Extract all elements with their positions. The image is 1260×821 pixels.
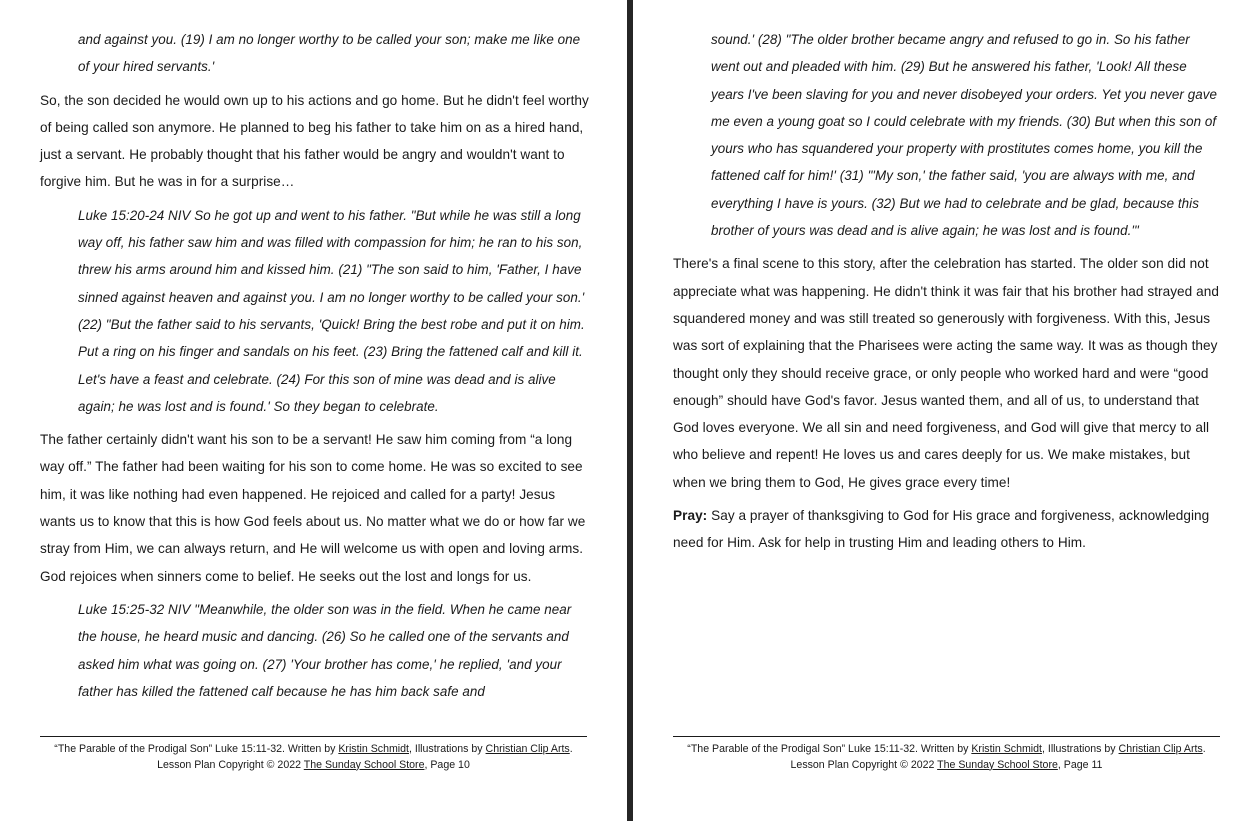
footer-line-2 [673,758,1220,774]
footer-text: “The Parable of the Prodigal Son” Luke 15:11-32. Written by [687,743,972,755]
footer-text: , Illustrations by [409,743,486,755]
footer-text: “The Parable of the Prodigal Son” Luke 15:11-32. Written by [54,743,339,755]
scripture-quote: and against you. (19) I am no longer worthy to be called your son; make me like one of your hired servants.' [78,32,581,75]
illustrator-link[interactable]: Christian Clip Arts [485,743,570,755]
footer-page-number: , Page 10 [424,758,470,771]
prayer-paragraph [673,502,1220,557]
author-link[interactable]: Kristin Schmidt [338,743,409,755]
body-paragraph: The father certainly didn't want his son to be a servant! He saw him coming from “a long way off.” The father had been waiting for his son to come home. He was so excited to see him, it was like nothing had even happened. He rejoiced and called for a party! Jesus wants us to know that this is how God feels about us. No matter what we do or how far we stray from Him, we can always return, and He will welcome us with open and loving arms. God rejoices when sinners come to belief. He seeks out the lost and longs for us. [40,432,586,584]
document-page-left [0,0,627,821]
store-link[interactable]: The Sunday School Store [937,758,1058,771]
prayer-label: Pray: [673,508,708,524]
footer-text: . [569,743,573,755]
store-link[interactable]: The Sunday School Store [303,758,425,771]
scripture-quote: Luke 15:25-32 NIV "Meanwhile, the older son was in the field. When he came near the house, he heard music and dancing. (26) So he called one of the servants and asked him what was going on. (27) 'Your brother has come,' he replied, 'and your father has killed the fattened calf because he has him back safe and [78,601,572,699]
page-right-content [633,0,1260,821]
footer-text: . [1202,743,1206,755]
body-paragraph: There's a final scene to this story, after the celebration has started. The older son did not appreciate what was happening. He didn't think it was fair that his brother had strayed and squandered money and was still treated so generously with forgiveness. With this, Jesus was sort of explaining that the Pharisees were acting the same way. It was as though they thought only they should receive grace, or only people who worked hard and were “good enough” should have God's favor. Jesus wanted them, and all of us, to understand that God loves everyone. We all sin and need forgiveness, and God will give that mercy to all who believe and repent! He loves us and cares deeply for us. We make mistakes, but when we bring them to God, He gives grace every time! [673,256,1219,490]
author-link[interactable]: Kristin Schmidt [971,743,1042,755]
illustrator-link[interactable]: Christian Clip Arts [1118,743,1203,755]
footer-page-number: , Page 11 [1057,758,1103,771]
footer-line-1 [40,742,587,758]
footer-text: , Illustrations by [1042,743,1119,755]
scripture-quote: Luke 15:20-24 NIV So he got up and went to his father. "But while he was still a long way off, his father saw him and was filled with compassion for him; he ran to his son, threw his arms around him and kissed him. (21) "The son said to him, 'Father, I have sinned against heaven and against you. I am no longer worthy to be called your son.' (22) "But the father said to his servants, 'Quick! Bring the best robe and put it on him. Put a ring on his finger and sandals on his feet. (23) Bring the fattened calf and kill it. Let's have a feast and celebrate. (24) For this son of mine was dead and is alive again; he was lost and is found.' So they began to celebrate. [78,207,585,414]
footer-line-1 [673,742,1220,758]
body-paragraph: So, the son decided he would own up to his actions and go home. But he didn't feel worthy of being called son anymore. He planned to beg his father to take him on as a hired hand, just a servant. He probably thought that his father would be angry and wouldn't want to forgive him. But he was in for a surprise… [40,92,589,190]
prayer-text: Say a prayer of thanksgiving to God for His grace and forgiveness, acknowledging need for Him. Ask for help in trusting Him and leading others to Him. [673,508,1210,551]
document-page-right [633,0,1260,821]
footer-line-2 [40,758,587,774]
page-footer [40,736,587,773]
page-left-content [0,0,627,821]
page-footer [673,736,1220,773]
footer-text: Lesson Plan Copyright © 2022 [790,758,938,771]
footer-text: Lesson Plan Copyright © 2022 [157,758,304,771]
scripture-quote: sound.' (28) "The older brother became angry and refused to go in. So his father went out and pleaded with him. (29) But he answered his father, 'Look! All these years I've been slaving for you and never disobeyed your orders. Yet you never gave me even a young goat so I could celebrate with my friends. (30) But when this son of yours who has squandered your property with prostitutes comes home, you kill the fattened calf for him!' (31) "'My son,' the father said, 'you are always with me, and everything I have is yours. (32) But we had to celebrate and be glad, because this brother of yours was dead and is alive again; he was lost and is found.'" [711,32,1217,239]
